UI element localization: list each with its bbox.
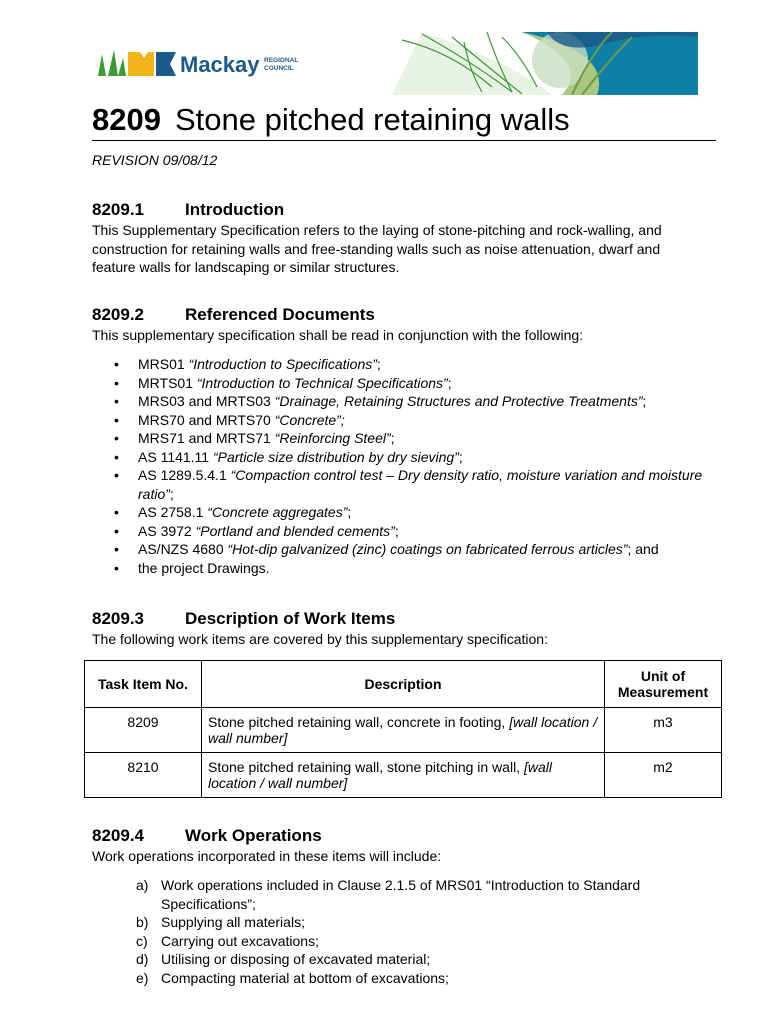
unit-cell: m3 <box>605 708 722 753</box>
list-item: • AS/NZS 4680 “Hot-dip galvanized (zinc) coatings on fabricated ferrous articles”; and <box>110 540 720 559</box>
section-number: 8209.2 <box>92 305 144 324</box>
list-item: • AS 2758.1 “Concrete aggregates”; <box>110 503 720 522</box>
column-header: Task Item No. <box>85 661 202 708</box>
referenced-documents-body: This supplementary specification shall be read in conjunction with the following: <box>92 327 584 343</box>
description-cell: Stone pitched retaining wall, concrete in footing, [wall location / wall number] <box>202 708 605 753</box>
section-number: 8209.3 <box>92 609 144 628</box>
section-number: 8209.4 <box>92 826 144 845</box>
list-item: • the project Drawings. <box>110 559 720 578</box>
list-item: • MRS70 and MRTS70 “Concrete”; <box>110 411 720 430</box>
header-banner <box>92 32 698 95</box>
list-item: a) Work operations included in Clause 2.1.5 of MRS01 “Introduction to Standard Specifications”; <box>136 877 641 912</box>
table-row <box>85 708 722 753</box>
work-operations-body: Work operations incorporated in these items will include: <box>92 848 442 864</box>
list-item: • AS 1141.11 “Particle size distribution by dry sieving”; <box>110 448 720 467</box>
work-operations-list <box>136 876 696 987</box>
referenced-documents-list <box>110 355 720 577</box>
title-text: Stone pitched retaining walls <box>174 102 570 137</box>
section-heading-work-operations <box>92 826 322 846</box>
section-title: Work Operations <box>185 826 322 845</box>
revision-label: REVISION 09/08/12 <box>92 152 218 168</box>
list-item: • AS 1289.5.4.1 “Compaction control test – Dry density ratio, moisture variation and moisture ratio”; <box>110 466 720 503</box>
work-items-table <box>84 660 722 798</box>
list-item: b) Supplying all materials; <box>136 914 305 930</box>
section-heading-referenced-documents <box>92 305 375 325</box>
column-header: Description <box>202 661 605 708</box>
list-item: c) Carrying out excavations; <box>136 932 319 949</box>
section-title: Introduction <box>185 200 285 219</box>
council-banner-graphic <box>92 32 698 95</box>
logo-name: Mackay <box>180 52 260 77</box>
section-title: Referenced Documents <box>185 305 375 324</box>
list-item: • MRS03 and MRTS03 “Drainage, Retaining Structures and Protective Treatments”; <box>110 392 720 411</box>
list-item: e) Compacting material at bottom of excavations; <box>136 969 449 986</box>
table-header-row <box>85 661 722 708</box>
section-heading-introduction <box>92 200 284 220</box>
list-item: • MRTS01 “Introduction to Technical Specifications”; <box>110 374 720 393</box>
task-item-no: 8210 <box>85 753 202 798</box>
work-items-body: The following work items are covered by this supplementary specification: <box>92 631 548 647</box>
list-item: d) Utilising or disposing of excavated material; <box>136 951 431 967</box>
list-item: • MRS01 “Introduction to Specifications”; <box>110 355 720 374</box>
logo-sub-1: REGIONAL <box>264 57 299 64</box>
list-item: • AS 3972 “Portland and blended cements”; <box>110 522 720 541</box>
column-header: Unit of Measurement <box>605 661 722 708</box>
introduction-body: This Supplementary Specification refers to the laying of stone-pitching and rock-walling, and construction for retaining walls and free-standing walls such as noise attenuation, dwarf and feature walls for landscaping or similar structures. <box>92 222 662 275</box>
description-cell: Stone pitched retaining wall, stone pitching in wall, [wall location / wall number] <box>202 753 605 798</box>
unit-cell: m2 <box>605 753 722 798</box>
logo-sub-2: COUNCIL <box>264 65 294 72</box>
page-title <box>92 102 716 141</box>
list-item: • MRS71 and MRTS71 “Reinforcing Steel”; <box>110 429 720 448</box>
section-heading-work-items <box>92 609 395 629</box>
section-title: Description of Work Items <box>185 609 396 628</box>
section-number: 8209.1 <box>92 200 144 219</box>
title-number: 8209 <box>92 102 161 137</box>
task-item-no: 8209 <box>85 708 202 753</box>
table-row <box>85 753 722 798</box>
